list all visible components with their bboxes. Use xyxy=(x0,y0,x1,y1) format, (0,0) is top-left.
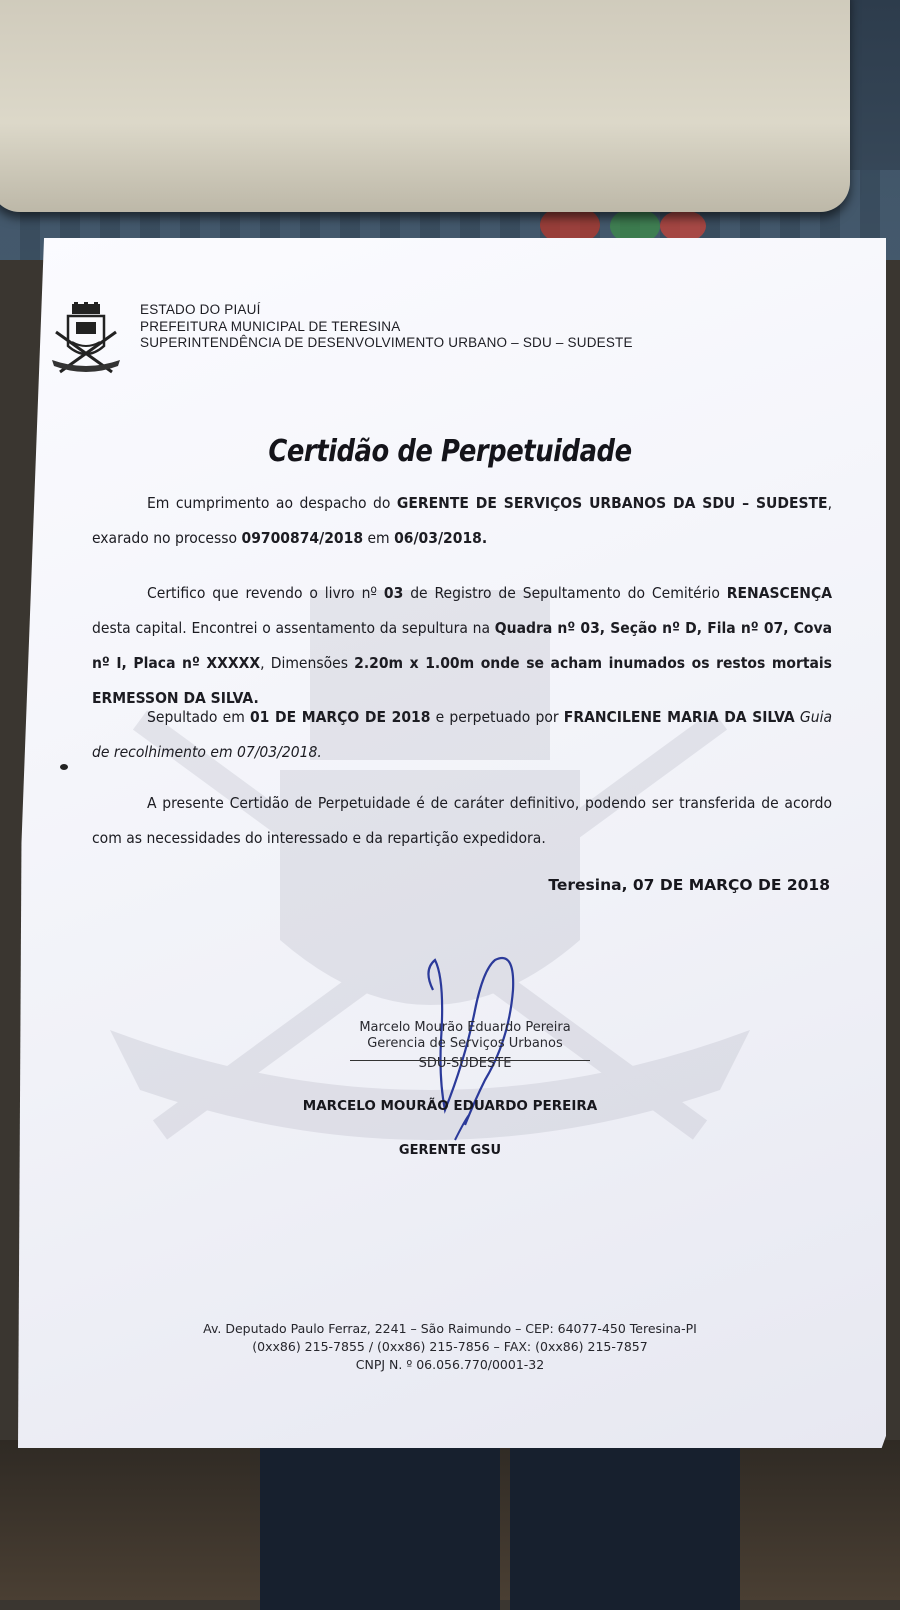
p2-dimensions: 2.20m x 1.00m onde se acham inumados os restos mortais ERMESSON DA SILVA. xyxy=(92,654,832,707)
signature-stamp xyxy=(330,1020,600,1072)
paragraph-burial xyxy=(92,700,832,770)
p2-grave-location: Quadra nº 03, Seção nº D, Fila nº 07, Cova nº I, Placa nº XXXXX xyxy=(92,619,833,672)
p1-text: Em cumprimento ao despacho do xyxy=(147,494,397,512)
stamp-name: Marcelo Mourão Eduardo Pereira xyxy=(359,1020,571,1035)
p2-cemetery: RENASCENÇA xyxy=(726,584,832,602)
stamp-unit: SDU-SUDESTE xyxy=(418,1056,512,1071)
footer-phones: (0xx86) 215-7855 / (0xx86) 215-7856 – FAX: (0xx86) 215-7857 xyxy=(252,1339,648,1354)
p2-text: desta capital. Encontrei o assentamento da sepultura na xyxy=(92,619,495,637)
leg-left xyxy=(260,1440,500,1610)
p3-text: Sepultado em xyxy=(147,708,250,726)
p3-guide: Guia de recolhimento em 07/03/2018. xyxy=(92,708,832,761)
signer-name: MARCELO MOURÃO EDUARDO PEREIRA xyxy=(302,1098,598,1114)
ink-mark xyxy=(60,764,68,770)
header-prefecture: PREFEITURA MUNICIPAL DE TERESINA xyxy=(140,318,401,334)
p4-text: A presente Certidão de Perpetuidade é de caráter definitivo, podendo ser transferida de acordo com as necessidades do interessado e da repartição expedidora. xyxy=(92,794,832,847)
sink-basin xyxy=(0,0,850,212)
p2-text: , Dimensões xyxy=(260,654,355,672)
stamp-department: Gerencia de Serviços Urbanos xyxy=(367,1036,563,1051)
issue-date: Teresina, 07 DE MARÇO DE 2018 xyxy=(548,876,830,894)
p3-burial-date: 01 DE MARÇO DE 2018 xyxy=(249,708,431,726)
p3-holder-name: FRANCILENE MARIA DA SILVA xyxy=(563,708,795,726)
leg-right xyxy=(510,1440,740,1610)
header-state: ESTADO DO PIAUÍ xyxy=(140,302,261,317)
header-superintendence: SUPERINTENDÊNCIA DE DESENVOLVIMENTO URBANO – SDU – SUDESTE xyxy=(140,335,633,350)
footer-cnpj: CNPJ N. º 06.056.770/0001-32 xyxy=(355,1357,545,1372)
p3-text: e perpetuado por xyxy=(430,708,564,726)
paragraph-certification xyxy=(92,576,832,716)
paragraph-definitive xyxy=(92,786,832,856)
footer-address: Av. Deputado Paulo Ferraz, 2241 – São Raimundo – CEP: 64077-450 Teresina-PI xyxy=(203,1321,697,1336)
p1-manager: GERENTE DE SERVIÇOS URBANOS DA SDU – SUDESTE xyxy=(396,494,828,512)
p1-process-date: 06/03/2018. xyxy=(394,529,488,547)
header-institution xyxy=(140,302,633,352)
p2-text: Certifico que revendo o livro nº xyxy=(147,584,384,602)
p1-process-number: 09700874/2018 xyxy=(241,529,364,547)
signer-role: GERENTE GSU xyxy=(398,1143,502,1158)
p2-book-number: 03 xyxy=(383,584,404,602)
document-title: Certidão de Perpetuidade xyxy=(268,434,632,469)
p2-text: de Registro de Sepultamento do Cemitério xyxy=(403,584,727,602)
signature-line xyxy=(350,1060,590,1061)
footer-contact xyxy=(0,1320,900,1374)
p1-text: em xyxy=(363,529,395,547)
municipal-crest-icon xyxy=(50,302,122,380)
tablecloth-flower xyxy=(660,210,706,242)
p1-text: , exarado no processo xyxy=(92,494,833,547)
paragraph-dispatch xyxy=(92,486,832,556)
